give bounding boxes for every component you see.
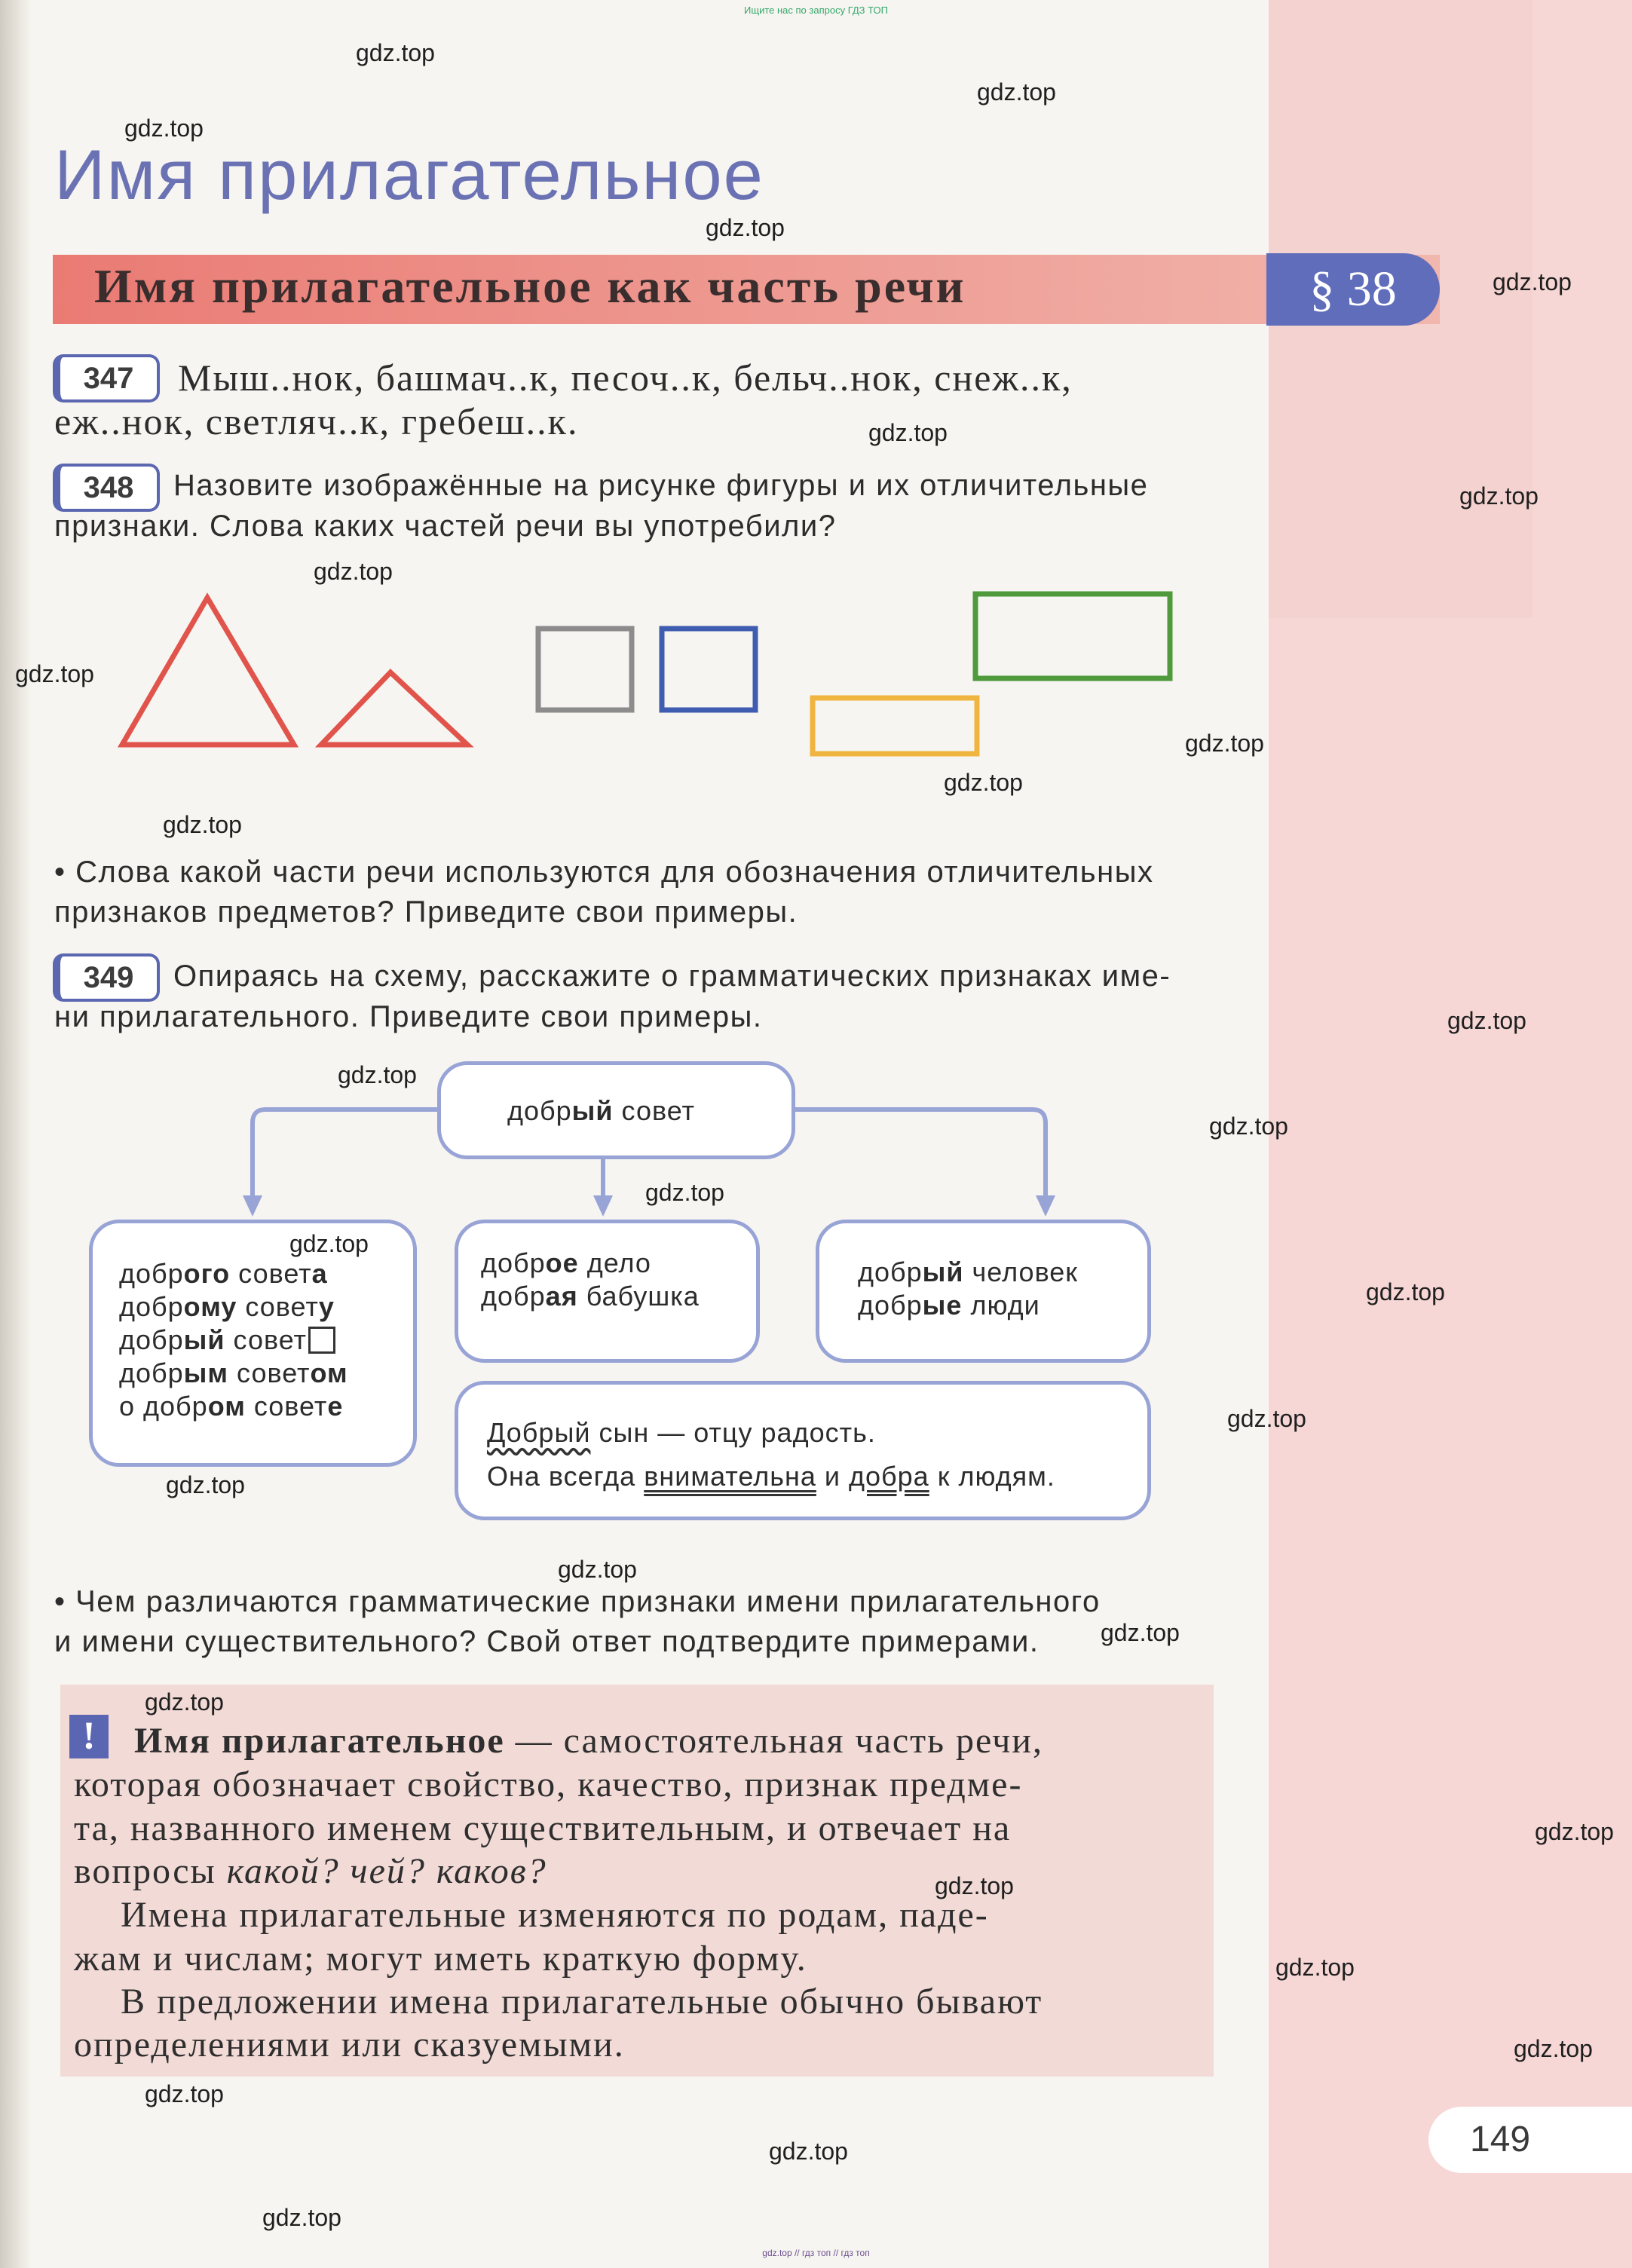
- exercise-number-348: 348: [53, 464, 160, 512]
- blue-square: [662, 629, 755, 710]
- zero-ending-box: [308, 1327, 335, 1354]
- watermark: gdz.top: [977, 78, 1056, 106]
- ex349-question-line-1: • Чем различаются грамматические признаки имени прилагательного: [54, 1585, 1101, 1618]
- watermark: gdz.top: [645, 1179, 724, 1206]
- watermark: gdz.top: [145, 2080, 224, 2107]
- watermark: gdz.top: [163, 811, 242, 838]
- rule-line-6: жам и числам; могут иметь краткую форму.: [74, 1939, 807, 1979]
- rule-line-5: Имена прилагательные изменяются по родам, паде-: [121, 1895, 989, 1935]
- watermark: gdz.top: [1366, 1278, 1445, 1305]
- watermark: gdz.top: [1101, 1619, 1180, 1646]
- number-row: добрый человек: [858, 1256, 1079, 1287]
- green-rectangle: [975, 594, 1170, 678]
- rule-line-1: Имя прилагательное — самостоятельная часть речи,: [134, 1721, 1043, 1761]
- ex347-line-2: еж..нок, светляч..к, гребеш..к.: [54, 400, 579, 442]
- watermark: gdz.top: [289, 1230, 369, 1257]
- small-triangle: [321, 672, 467, 745]
- geometric-figures: [106, 580, 1191, 769]
- watermark: gdz.top: [314, 558, 393, 585]
- watermark: gdz.top: [15, 660, 94, 687]
- rule-line-3: та, названного именем существительным, и отвечает на: [74, 1808, 1012, 1848]
- ex348-line-2: признаки. Слова каких частей речи вы употребили?: [54, 510, 837, 543]
- large-triangle: [122, 598, 294, 745]
- ex349-line-1: Опираясь на схему, расскажите о грамматических признаках име-: [173, 960, 1171, 993]
- watermark: gdz.top: [1459, 482, 1539, 510]
- rule-line-4: вопросы какой? чей? каков?: [74, 1851, 547, 1891]
- ex347-line-1: Мыш..нок, башмач..к, песоч..к, бельч..нок, снеж..к,: [178, 357, 1073, 399]
- scheme-genders-list: [481, 1247, 700, 1313]
- case-row: доброму совету: [119, 1291, 335, 1322]
- gender-row: доброе дело: [481, 1247, 651, 1278]
- rule-line-2: которая обозначает свойство, качество, признак предме-: [74, 1765, 1023, 1804]
- watermark: gdz.top: [124, 115, 204, 142]
- watermark: gdz.top: [706, 214, 785, 241]
- watermark: gdz.top: [1227, 1405, 1306, 1432]
- exercise-number-347: 347: [53, 354, 160, 402]
- case-row: доброго совета: [119, 1258, 328, 1289]
- watermark: gdz.top: [166, 1471, 245, 1498]
- scheme-numbers-list: [858, 1256, 1078, 1322]
- example-sentence-1: Добрый сын — отцу радость.: [487, 1417, 876, 1448]
- rule-term: Имя прилагательное: [134, 1721, 505, 1761]
- gender-row: добрая бабушка: [481, 1281, 700, 1312]
- yellow-rectangle: [813, 698, 977, 754]
- chapter-title: Имя прилагательное: [54, 135, 764, 214]
- watermark: gdz.top: [1209, 1113, 1288, 1140]
- scheme-root-text: добрый совет: [507, 1095, 696, 1126]
- watermark: gdz.top: [944, 769, 1023, 796]
- case-row: добрым советом: [119, 1357, 348, 1388]
- watermark: gdz.top: [145, 1688, 224, 1716]
- watermark: gdz.top: [935, 1872, 1014, 1899]
- watermark: gdz.top: [558, 1556, 637, 1583]
- watermark: gdz.top: [338, 1061, 417, 1088]
- case-row: о добром совете: [119, 1391, 344, 1422]
- ex348-question-line-2: признаков предметов? Приведите свои примеры.: [54, 895, 798, 929]
- paragraph-badge: § 38: [1266, 253, 1440, 326]
- section-title: Имя прилагательное как часть речи: [94, 259, 966, 313]
- watermark: gdz.top: [1493, 268, 1572, 295]
- ex348-line-1: Назовите изображённые на рисунке фигуры и их отличительные: [173, 469, 1149, 502]
- exercise-number-349: 349: [53, 953, 160, 1002]
- predicate-word-1: внимательна: [644, 1461, 816, 1492]
- example-sentence-2: Она всегда внимательна и добра к людям.: [487, 1461, 1055, 1492]
- book-spine-shadow: [0, 0, 32, 2268]
- ex348-question-line-1: • Слова какой части речи используются для обозначения отличительных: [54, 855, 1154, 889]
- ex349-question-line-2: и имени существительного? Свой ответ подтвердите примерами.: [54, 1625, 1040, 1658]
- exclamation-icon: !: [69, 1715, 109, 1758]
- page-number: 149: [1428, 2107, 1632, 2173]
- rule-questions: какой? чей? каков?: [226, 1851, 547, 1891]
- watermark: gdz.top: [262, 2204, 341, 2231]
- predicate-word-2: добра: [849, 1461, 929, 1492]
- scheme-cases-list: [119, 1257, 348, 1423]
- watermark: gdz.top: [1185, 730, 1264, 757]
- bottom-note: gdz.top // гдз топ // гдз топ: [762, 2248, 870, 2258]
- watermark: gdz.top: [1514, 2035, 1593, 2062]
- watermark: gdz.top: [1447, 1007, 1526, 1034]
- watermark: gdz.top: [356, 39, 435, 66]
- case-row: добрый совет: [119, 1324, 348, 1357]
- ex349-line-2: ни прилагательного. Приведите свои примеры.: [54, 1000, 763, 1033]
- watermark: gdz.top: [1275, 1954, 1355, 1981]
- watermark: gdz.top: [1535, 1818, 1614, 1845]
- rule-line-7: В предложении имена прилагательные обычно бывают: [121, 1982, 1043, 2022]
- number-row: добрые люди: [858, 1290, 1040, 1321]
- gray-square: [538, 629, 632, 710]
- scheme-sentences: [487, 1411, 1055, 1498]
- subject-word: Добрый: [487, 1417, 591, 1448]
- top-note: Ищите нас по запросу ГДЗ ТОП: [744, 5, 888, 16]
- rule-line-8: определениями или сказуемыми.: [74, 2025, 625, 2064]
- watermark: gdz.top: [769, 2138, 848, 2165]
- watermark: gdz.top: [868, 419, 948, 446]
